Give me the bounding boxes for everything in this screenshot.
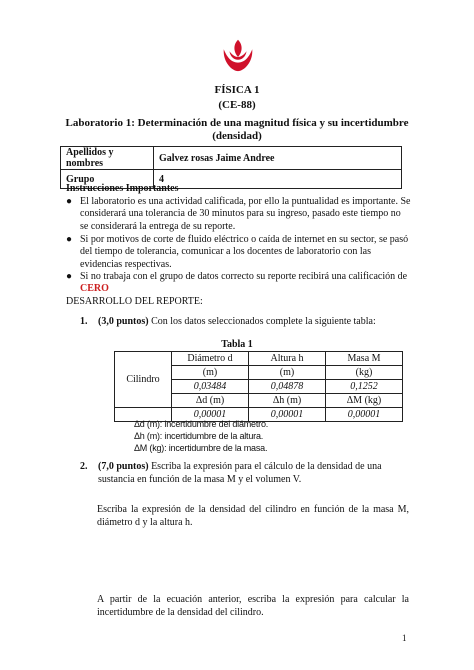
value-h: 0,04878: [249, 380, 326, 394]
question-text: Con los datos seleccionados complete la siguiente tabla:: [148, 316, 376, 327]
question-text: Escriba la expresión para el cálculo de la densidad de una sustancia en función de la masa M y el volumen V.: [98, 461, 382, 485]
instruction-paragraph: Escriba la expresión de la densidad del cilindro en función de la masa M, diámetro d y la altura h.: [97, 504, 409, 528]
header-altura: Altura h: [249, 352, 326, 366]
question-number: 1.: [80, 316, 88, 327]
legend-diameter: Δd (m): incertidumbre del diámetro.: [134, 419, 269, 429]
unit-h: (m): [249, 366, 326, 380]
question-number: 2.: [80, 461, 88, 472]
lab-title-line1: Laboratorio 1: Determinación de una magnitud física y su incertidumbre: [65, 117, 409, 129]
value-d: 0,03484: [172, 380, 249, 394]
list-item: [66, 196, 411, 233]
uncertainty-d-label: Δd (m): [172, 394, 249, 408]
bullet-icon: ●: [66, 271, 73, 282]
university-logo-icon: [219, 36, 257, 74]
header-diametro: Diámetro d: [172, 352, 249, 366]
apellidos-label: Apellidos y nombres: [61, 147, 154, 170]
table-row: [61, 147, 402, 170]
uncertainty-h: 0,00001: [249, 408, 326, 422]
report-heading: DESARROLLO DEL REPORTE:: [66, 296, 203, 307]
grupo-value: 4: [154, 170, 402, 189]
question-2: [80, 461, 410, 486]
measurements-table: [114, 351, 403, 422]
header-masa: Masa M: [326, 352, 403, 366]
list-item: [66, 234, 411, 271]
value-m: 0,1252: [326, 380, 403, 394]
unit-d: (m): [172, 366, 249, 380]
table-title: Tabla 1: [221, 339, 253, 350]
question-1: [80, 316, 376, 327]
uncertainty-d: 0,00001: [172, 408, 249, 422]
course-code: (CE-88): [218, 99, 256, 111]
apellidos-value: Galvez rosas Jaime Andree: [154, 147, 402, 170]
table-row: [115, 352, 403, 366]
instruction-paragraph: A partir de la ecuación anterior, escriba la expresión para calcular la incertidumbre de la densidad del cilindro.: [97, 594, 409, 618]
legend-mass: ΔM (kg): incertidumbre de la masa.: [134, 443, 268, 453]
instructions-heading: Instrucciones Importantes: [66, 183, 179, 194]
legend-height: Δh (m): incertidumbre de la altura.: [134, 431, 264, 441]
bullet-text: El laboratorio es una actividad calificada, por ello la puntualidad es importante. Se considerará una tolerancia de 30 minutos para su ingreso, pasado este tiempo no se considerará la entrega de su reporte.: [80, 196, 411, 232]
page-number: 1: [402, 633, 407, 643]
question-points: (3,0 puntos): [98, 316, 149, 327]
question-points: (7,0 puntos): [98, 461, 149, 472]
cylinder-label: Cilindro: [115, 352, 172, 408]
list-item: [66, 271, 411, 296]
bullet-icon: ●: [66, 196, 73, 207]
uncertainty-h-label: Δh (m): [249, 394, 326, 408]
bullet-icon: ●: [66, 234, 73, 245]
grupo-label: Grupo: [61, 170, 154, 189]
bullet-text: Si no trabaja con el grupo de datos correcto su reporte recibirá una calificación de: [80, 271, 408, 282]
uncertainty-m: 0,00001: [326, 408, 403, 422]
uncertainty-m-label: ΔM (kg): [326, 394, 403, 408]
cero-emphasis: CERO: [80, 283, 109, 295]
course-title: FÍSICA 1: [214, 84, 260, 96]
bullet-text: Si por motivos de corte de fluido eléctrico o caída de internet en su sector, se pasó del tiempo de tolerancia, comunicar a los docentes de laboratorio con las evidencias respectivas.: [80, 234, 409, 270]
lab-title-line2: (densidad): [212, 130, 262, 142]
unit-m: (kg): [326, 366, 403, 380]
